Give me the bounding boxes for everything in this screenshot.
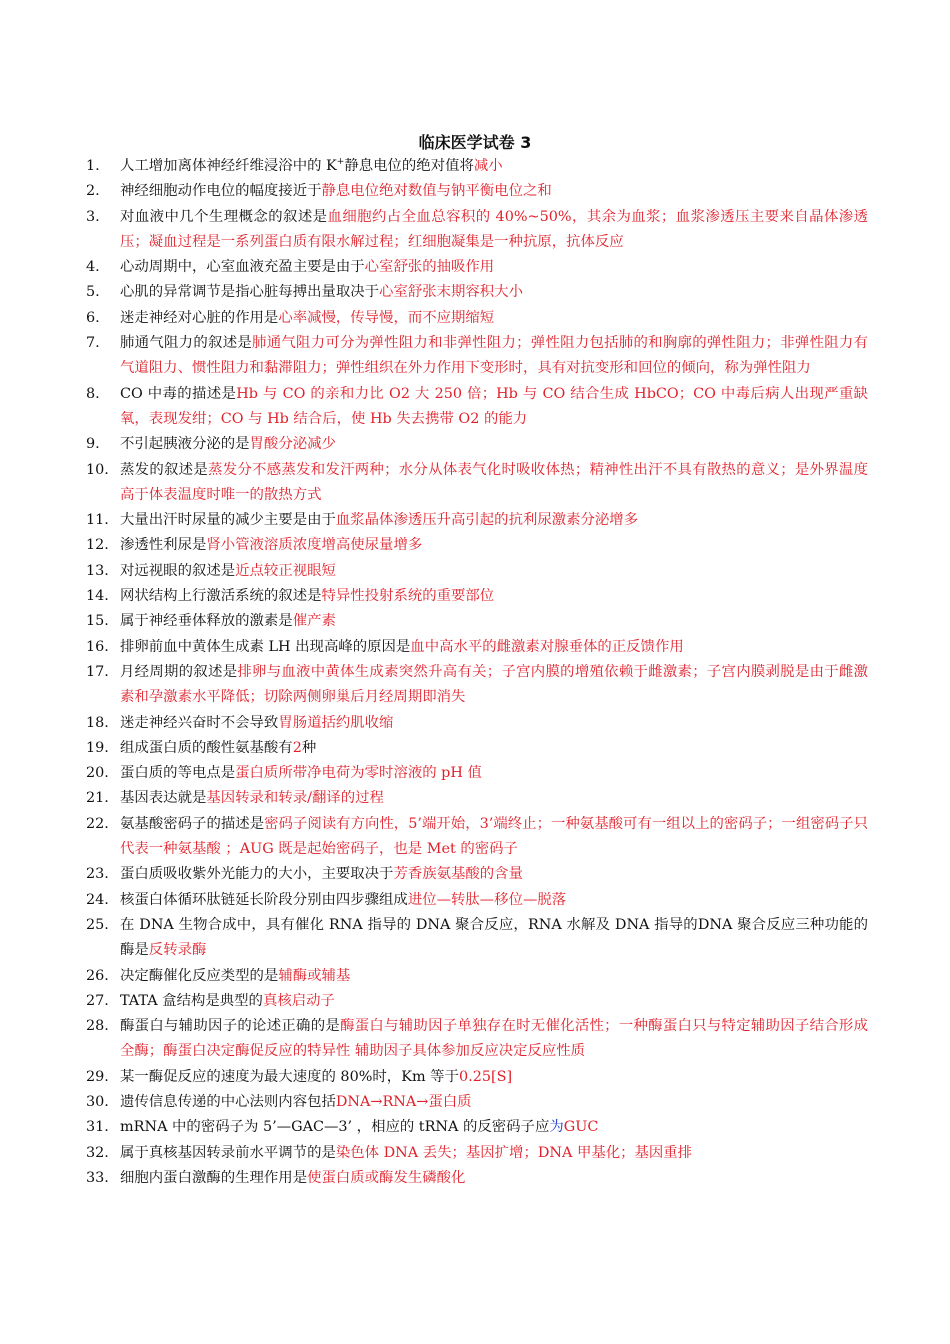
question-list [86, 154, 868, 1191]
answer-text: 肾小管液溶质浓度增高使尿量增多 [206, 537, 423, 554]
question-number: 33. [86, 1169, 109, 1186]
question-item [86, 1014, 868, 1065]
question-item [86, 1115, 868, 1140]
answer-text: Hb 与 CO 的亲和力比 O2 大 250 倍；Hb 与 CO 结合生成 HbCO；CO 中毒后病人出现严重缺氧，表现发绀；CO 与 Hb 结合后，使 Hb 失去携带 O2 的能力 [120, 385, 868, 427]
question-number: 25. [86, 916, 109, 933]
question-text: mRNA 中的密码子为 5’—GAC—3’ ，相应的 tRNA 的反密码子应 [120, 1119, 550, 1136]
question-item [86, 458, 868, 509]
question-text: 氨基酸密码子的描述是 [120, 815, 265, 832]
answer-text: 芳香族氨基酸的含量 [393, 866, 523, 883]
question-text: 神经细胞动作电位的幅度接近于 [120, 183, 322, 200]
question-item [86, 179, 868, 204]
question-number: 21. [86, 790, 109, 807]
answer-text: 进位—转肽—移位—脱落 [407, 891, 567, 908]
question-item [86, 609, 868, 634]
question-number: 12. [86, 537, 109, 554]
question-text: 肺通气阻力的叙述是 [120, 335, 253, 352]
question-number: 18. [86, 714, 109, 731]
question-item [86, 1141, 868, 1166]
question-text: 蛋白质吸收紫外光能力的大小，主要取决于 [120, 866, 394, 883]
question-item [86, 331, 868, 382]
question-text: 细胞内蛋白激酶的生理作用是 [120, 1169, 308, 1186]
question-text-continued: 静息电位的绝对值将 [344, 158, 474, 174]
answer-text: 胃肠道括约肌收缩 [278, 714, 394, 731]
question-item [86, 812, 868, 863]
question-item [86, 508, 868, 533]
question-number: 16. [86, 638, 109, 655]
question-text: 组成蛋白质的酸性氨基酸有 [120, 739, 293, 756]
answer-text: 血细胞约占全血总容积的 40%~50%，其余为血浆；血浆渗透压主要来自晶体渗透压；凝血过程是一系列蛋白质有限水解过程；红细胞凝集是一种抗原，抗体反应 [120, 208, 868, 250]
question-item [86, 711, 868, 736]
question-item [86, 786, 868, 811]
question-text: 蛋白质的等电点是 [120, 765, 236, 782]
question-number: 19. [86, 739, 109, 756]
answer-text: 心率减慢，传导慢，而不应期缩短 [278, 309, 495, 326]
question-text: 属于真核基因转录前水平调节的是 [120, 1144, 336, 1161]
question-item [86, 913, 868, 964]
question-text-trailing: 种 [301, 739, 317, 756]
question-number: 14. [86, 588, 109, 605]
question-number: 8. [86, 385, 100, 402]
question-item [86, 761, 868, 786]
answer-text: 染色体 DNA 丢失；基因扩增；DNA 甲基化；基因重排 [335, 1144, 693, 1161]
question-number: 7. [86, 335, 100, 352]
answer-text: 真核启动子 [262, 992, 335, 1009]
question-item [86, 255, 868, 280]
question-number: 27. [86, 992, 109, 1009]
question-text: 大量出汗时尿量的减少主要是由于 [120, 512, 336, 529]
answer-text: 特异性投射系统的重要部位 [321, 588, 495, 605]
question-item [86, 635, 868, 660]
answer-text: 静息电位绝对数值与钠平衡电位之和 [321, 183, 552, 200]
question-text: 人工增加离体神经纤维浸浴中的 K [120, 158, 337, 174]
question-number: 17. [86, 663, 109, 680]
answer-text: 蒸发分不感蒸发和发汗两种；水分从体表气化时吸收体热；精神性出汗不具有散热的意义；是外界温度高于体表温度时唯一的散热方式 [120, 461, 868, 503]
question-item [86, 559, 868, 584]
question-item [86, 888, 868, 913]
question-number: 11. [86, 512, 109, 529]
question-item [86, 382, 868, 433]
question-text: 属于神经垂体释放的激素是 [120, 613, 293, 630]
question-text: 心肌的异常调节是指心脏每搏出量取决于 [120, 284, 380, 301]
question-text: 决定酶催化反应类型的是 [120, 967, 279, 984]
question-item [86, 964, 868, 989]
question-item [86, 736, 868, 761]
question-number: 4. [86, 259, 100, 276]
question-number: 3. [86, 208, 100, 225]
answer-text: 密码子阅读有方向性，5’端开始，3’端终止；一种氨基酸可有一组以上的密码子；一组密码子只代表一种氨基酸 ；AUG 既是起始密码子，也是 Met 的密码子 [120, 815, 868, 858]
question-number: 28. [86, 1018, 109, 1035]
question-item [86, 306, 868, 331]
question-text: 某一酶促反应的速度为最大速度的 80%时，Km 等于 [120, 1068, 459, 1085]
answer-text: DNA→RNA→蛋白质 [335, 1093, 472, 1110]
answer-text: 肺通气阻力可分为弹性阻力和非弹性阻力；弹性阻力包括肺的和胸廓的弹性阻力；非弹性阻力有气道阻力、惯性阻力和黏滞阻力；弹性组织在外力作用下变形时，具有对抗变形和回位的倾向，称为弹性阻力 [120, 335, 868, 377]
question-number: 13. [86, 562, 109, 579]
question-number: 24. [86, 891, 109, 908]
question-item [86, 1166, 868, 1191]
question-number: 15. [86, 613, 109, 630]
question-item [86, 584, 868, 609]
question-text: CO 中毒的描述是 [120, 385, 237, 402]
question-text: TATA 盒结构是典型的 [120, 992, 263, 1009]
answer-text: 使蛋白质或酶发生磷酸化 [307, 1169, 466, 1186]
answer-text: 心室舒张末期容积大小 [379, 284, 523, 301]
question-text: 在 DNA 生物合成中，具有催化 RNA 指导的 DNA 聚合反应，RNA 水解及 DNA 指导的DNA 聚合反应三种功能的酶是 [120, 916, 868, 959]
question-text: 迷走神经兴奋时不会导致 [120, 714, 279, 731]
question-text: 蒸发的叙述是 [120, 461, 209, 478]
question-text-highlight: 为 [549, 1119, 564, 1136]
question-text: 迷走神经对心脏的作用是 [120, 309, 279, 326]
question-item [86, 660, 868, 711]
question-item [86, 205, 868, 256]
answer-text: 2 [292, 739, 302, 756]
question-number: 9. [86, 436, 100, 453]
superscript: + [336, 157, 345, 168]
question-item [86, 862, 868, 887]
answer-text: 酶蛋白与辅助因子单独存在时无催化活性；一种酶蛋白只与特定辅助因子结合形成全酶；酶蛋白决定酶促反应的特异性 辅助因子具体参加反应决定反应性质 [120, 1018, 868, 1060]
answer-text: 血中高水平的雌激素对腺垂体的正反馈作用 [410, 638, 684, 655]
question-text: 月经周期的叙述是 [120, 663, 238, 680]
question-text: 排卵前血中黄体生成素 LH 出现高峰的原因是 [120, 638, 411, 655]
question-number: 30. [86, 1093, 109, 1110]
question-text: 对血液中几个生理概念的叙述是 [120, 208, 328, 225]
question-number: 10. [86, 461, 109, 478]
question-text: 渗透性利尿是 [120, 537, 207, 554]
question-number: 26. [86, 967, 109, 984]
answer-text: 胃酸分泌减少 [249, 436, 336, 453]
question-number: 5. [86, 284, 100, 301]
question-number: 22. [86, 815, 109, 832]
question-text: 基因表达就是 [120, 790, 207, 807]
question-number: 20. [86, 765, 109, 782]
answer-text: 反转录酶 [148, 942, 207, 959]
answer-text: 0.25[S] [458, 1068, 513, 1085]
answer-text: 催产素 [292, 613, 336, 630]
answer-text: 辅酶或辅基 [278, 967, 351, 984]
question-item [86, 1090, 868, 1115]
question-item [86, 432, 868, 457]
answer-text: 近点较正视眼短 [235, 562, 336, 579]
question-item [86, 989, 868, 1014]
answer-text: 减小 [473, 158, 503, 174]
question-text: 酶蛋白与辅助因子的论述正确的是 [120, 1018, 341, 1035]
answer-text: 心室舒张的抽吸作用 [364, 259, 495, 276]
question-number: 1. [86, 158, 100, 174]
question-item [86, 1065, 868, 1090]
question-number: 23. [86, 866, 109, 883]
question-text: 遗传信息传递的中心法则内容包括 [120, 1093, 336, 1110]
question-text: 核蛋白体循环肽链延长阶段分别由四步骤组成 [120, 891, 408, 908]
answer-text: GUC [563, 1119, 599, 1136]
question-text: 对远视眼的叙述是 [120, 562, 236, 579]
page-title: 临床医学试卷 3 [418, 133, 532, 152]
question-number: 2. [86, 183, 100, 200]
question-item [86, 533, 868, 558]
question-text: 心动周期中，心室血液充盈主要是由于 [120, 259, 365, 276]
answer-text: 血浆晶体渗透压升高引起的抗利尿激素分泌增多 [335, 512, 639, 529]
question-number: 31. [86, 1119, 109, 1136]
answer-text: 蛋白质所带净电荷为零时溶液的 pH 值 [235, 765, 482, 782]
question-number: 29. [86, 1068, 109, 1085]
question-item [86, 280, 868, 305]
question-text: 不引起胰液分泌的是 [120, 436, 250, 453]
answer-text: 排卵与血液中黄体生成素突然升高有关；子宫内膜的增殖依赖于雌激素；子宫内膜剥脱是由于雌激素和孕激素水平降低；切除两侧卵巢后月经周期即消失 [120, 663, 868, 706]
question-number: 32. [86, 1144, 109, 1161]
answer-text: 基因转录和转录/翻译的过程 [206, 790, 384, 807]
question-item [86, 154, 868, 179]
question-number: 6. [86, 309, 100, 326]
question-text: 网状结构上行激活系统的叙述是 [120, 588, 322, 605]
